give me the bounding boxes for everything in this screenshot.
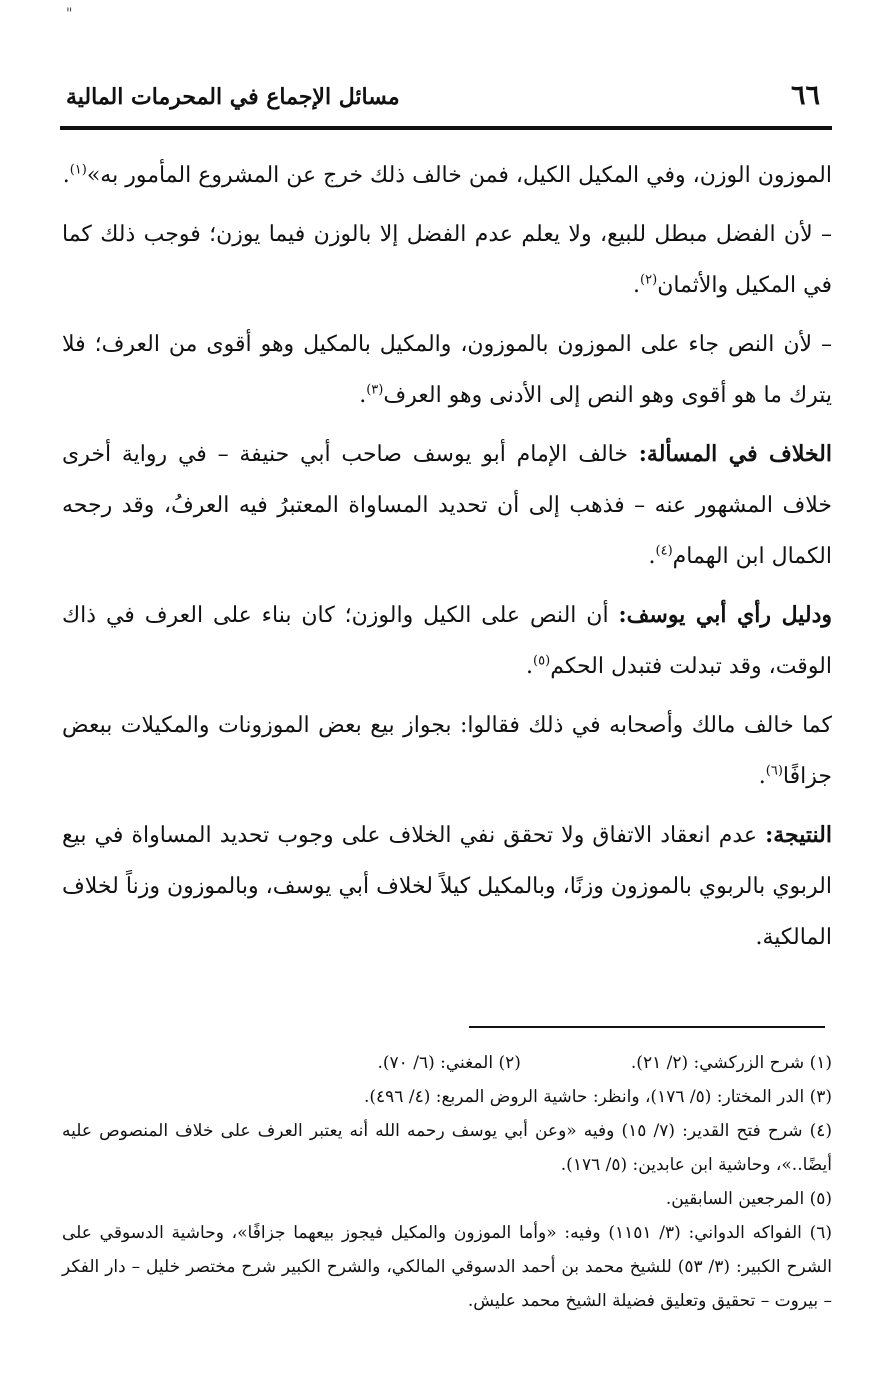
- page-header: [60, 80, 832, 130]
- footnote-1: (١) شرح الزركشي: (٢/ ٢١).: [630, 1053, 832, 1073]
- main-text: [62, 150, 832, 971]
- running-title: مسائل الإجماع في المحرمات المالية: [66, 84, 400, 110]
- paragraph-text: الموزون الوزن، وفي المكيل الكيل، فمن خالف ذلك خرج عن المشروع المأمور به»: [86, 163, 832, 188]
- paragraph-2: [62, 209, 832, 311]
- footnote-2: (٢) المغني: (٦/ ٧٠).: [377, 1053, 521, 1073]
- paragraph-end: .: [633, 273, 641, 298]
- footnote-6: (٦) الفواكه الدواني: (٣/ ١١٥١) وفيه: «وأما الموزون والمكيل فيجوز بيعهما جزافًا»، وحاشية الدسوقي على الشرح الكبير: (٣/ ٥٣) للشيخ محمد بن أحمد الدسوقي المالكي، والشرح الكبير شرح مختصر خليل – دار الفكر – بيروت – تحقيق وتعليق فضيلة الشيخ محمد عليش.: [62, 1223, 832, 1311]
- paragraph-text: أن النص على الكيل والوزن؛ كان بناء على العرف في ذاك الوقت، وقد تبدلت فتبدل الحكم: [62, 603, 832, 679]
- paragraph-7: [62, 810, 832, 963]
- paragraph-end: .: [526, 654, 534, 679]
- footnote-4: (٤) شرح فتح القدير: (٧/ ١٥) وفيه «وعن أبي يوسف رحمه الله أنه يعتبر العرف على خلاف المنصوص عليه أيضًا..»، وحاشية ابن عابدين: (٥/ ١٧٦).: [62, 1121, 832, 1175]
- footnote-ref: (٦): [765, 763, 783, 779]
- paragraph-5: [62, 590, 832, 692]
- paragraph-lead: ودليل رأي أبي يوسف:: [618, 602, 832, 628]
- footnote-5: (٥) المرجعين السابقين.: [665, 1189, 832, 1209]
- paragraph-6: [62, 700, 832, 802]
- footnote-row: [62, 1046, 832, 1080]
- paragraph-text: خالف الإمام أبو يوسف صاحب أبي حنيفة – في رواية أخرى خلاف المشهور عنه – فذهب إلى أن تحديد المساواة المعتبرُ فيه العرفُ، وقد رجحه الكمال ابن الهمام: [62, 442, 832, 569]
- paragraph-end: .: [758, 764, 766, 789]
- footnote-divider: [469, 1026, 825, 1028]
- footnote-3: (٣) الدر المختار: (٥/ ١٧٦)، وانظر: حاشية الروض المربع: (٤/ ٤٩٦).: [364, 1087, 832, 1107]
- paragraph-3: [62, 319, 832, 421]
- paragraph-text: – لأن النص جاء على الموزون بالموزون، والمكيل بالمكيل وهو أقوى من العرف؛ فلا يترك ما هو أقوى وهو النص إلى الأدنى وهو العرف: [62, 332, 832, 408]
- paragraph-text: عدم انعقاد الاتفاق ولا تحقق نفي الخلاف على وجوب تحديد المساواة في بيع الربوي بالربوي بالموزون وزنًا، وبالمكيل كيلاً لخلاف أبي يوسف، وبالموزون وزناً لخلاف المالكية.: [62, 823, 832, 950]
- scan-mark: ": [66, 6, 73, 22]
- paragraph-1: [62, 150, 832, 201]
- paragraph-lead: الخلاف في المسألة:: [638, 441, 832, 467]
- paragraph-end: .: [359, 383, 367, 408]
- paragraph-end: .: [62, 163, 70, 188]
- paragraph-end: .: [648, 544, 656, 569]
- footnotes: [62, 1046, 832, 1318]
- page-number: ٦٦: [790, 80, 820, 111]
- footnote-ref: (٤): [655, 543, 673, 559]
- paragraph-lead: النتيجة:: [765, 822, 832, 848]
- footnote-ref: (٥): [533, 653, 551, 669]
- footnote-ref: (٢): [640, 272, 658, 288]
- paragraph-4: [62, 429, 832, 582]
- paragraph-text: كما خالف مالك وأصحابه في ذلك فقالوا: بجواز بيع بعض الموزونات والمكيلات ببعض جزافًا: [62, 713, 832, 789]
- paragraph-text: – لأن الفضل مبطل للبيع، ولا يعلم عدم الفضل إلا بالوزن فيما يوزن؛ فوجب ذلك كما في المكيل والأثمان: [62, 222, 832, 298]
- footnote-ref: (٣): [366, 382, 384, 398]
- footnote-ref: (١): [69, 162, 87, 178]
